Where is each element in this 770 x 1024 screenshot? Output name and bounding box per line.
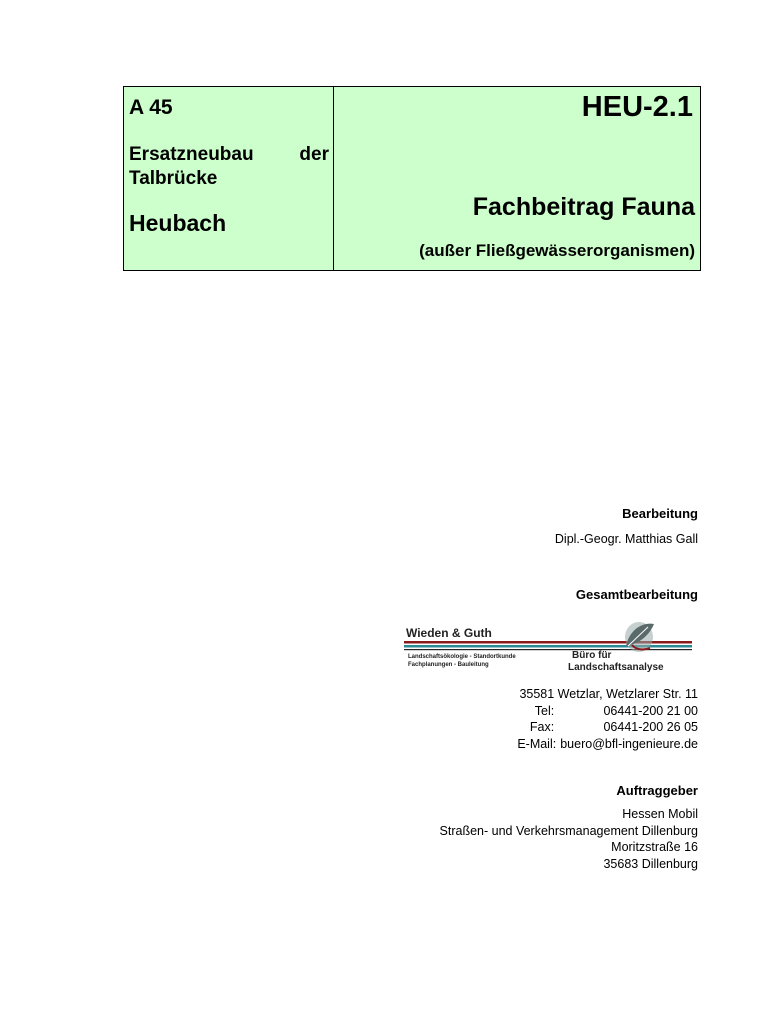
address: 35581 Wetzlar, Wetzlarer Str. 11 [519, 687, 698, 701]
client-street: Moritzstraße 16 [611, 840, 698, 854]
contact-block [517, 686, 698, 752]
tel-value: 06441-200 21 00 [603, 703, 698, 718]
logo-company: Wieden & Guth [406, 626, 492, 640]
editor-name: Dipl.-Geogr. Matthias Gall [554, 532, 698, 546]
leaf-icon [625, 622, 654, 652]
document-id: HEU-2.1 [581, 91, 693, 123]
fax-label: Fax: [529, 720, 555, 734]
logo-tagline-1: Landschaftsökologie - Standortkunde [408, 654, 516, 660]
project-name-line1: Ersatzneubau der [129, 144, 329, 165]
wieden-guth-logo [404, 620, 694, 676]
logo-tagline-2: Fachplanungen - Bauleitung [408, 662, 489, 668]
email-label: E-Mail: [517, 736, 557, 751]
project-cell [124, 87, 334, 270]
client-department: Straßen- und Verkehrsmanagement Dillenburg [439, 823, 698, 838]
tel-label: Tel: [534, 703, 555, 718]
document-subtitle: (außer Fließgewässerorganismen) [419, 241, 695, 260]
road-number: A 45 [129, 96, 173, 119]
client-name: Hessen Mobil [622, 807, 698, 821]
email-row [517, 736, 698, 753]
overall-editing-label: Gesamtbearbeitung [575, 587, 698, 602]
editing-label: Bearbeitung [622, 506, 698, 521]
logo-bureau-2: Landschaftsanalyse [568, 662, 664, 673]
project-name [129, 143, 329, 191]
project-location: Heubach [129, 210, 227, 236]
document-cell [334, 87, 700, 270]
fax-value: 06441-200 26 05 [603, 720, 698, 734]
tel-row [517, 703, 698, 720]
fax-row [517, 719, 698, 736]
logo-bureau-1: Büro für [572, 650, 612, 661]
client-label: Auftraggeber [616, 783, 698, 798]
email-value: buero@bfl-ingenieure.de [560, 736, 698, 751]
project-name-line2: Talbrücke [129, 168, 218, 189]
contact-table [517, 703, 698, 753]
title-box [123, 86, 701, 271]
document-title: Fachbeitrag Fauna [472, 193, 695, 221]
client-city: 35683 Dillenburg [603, 856, 698, 871]
client-address [440, 806, 698, 872]
